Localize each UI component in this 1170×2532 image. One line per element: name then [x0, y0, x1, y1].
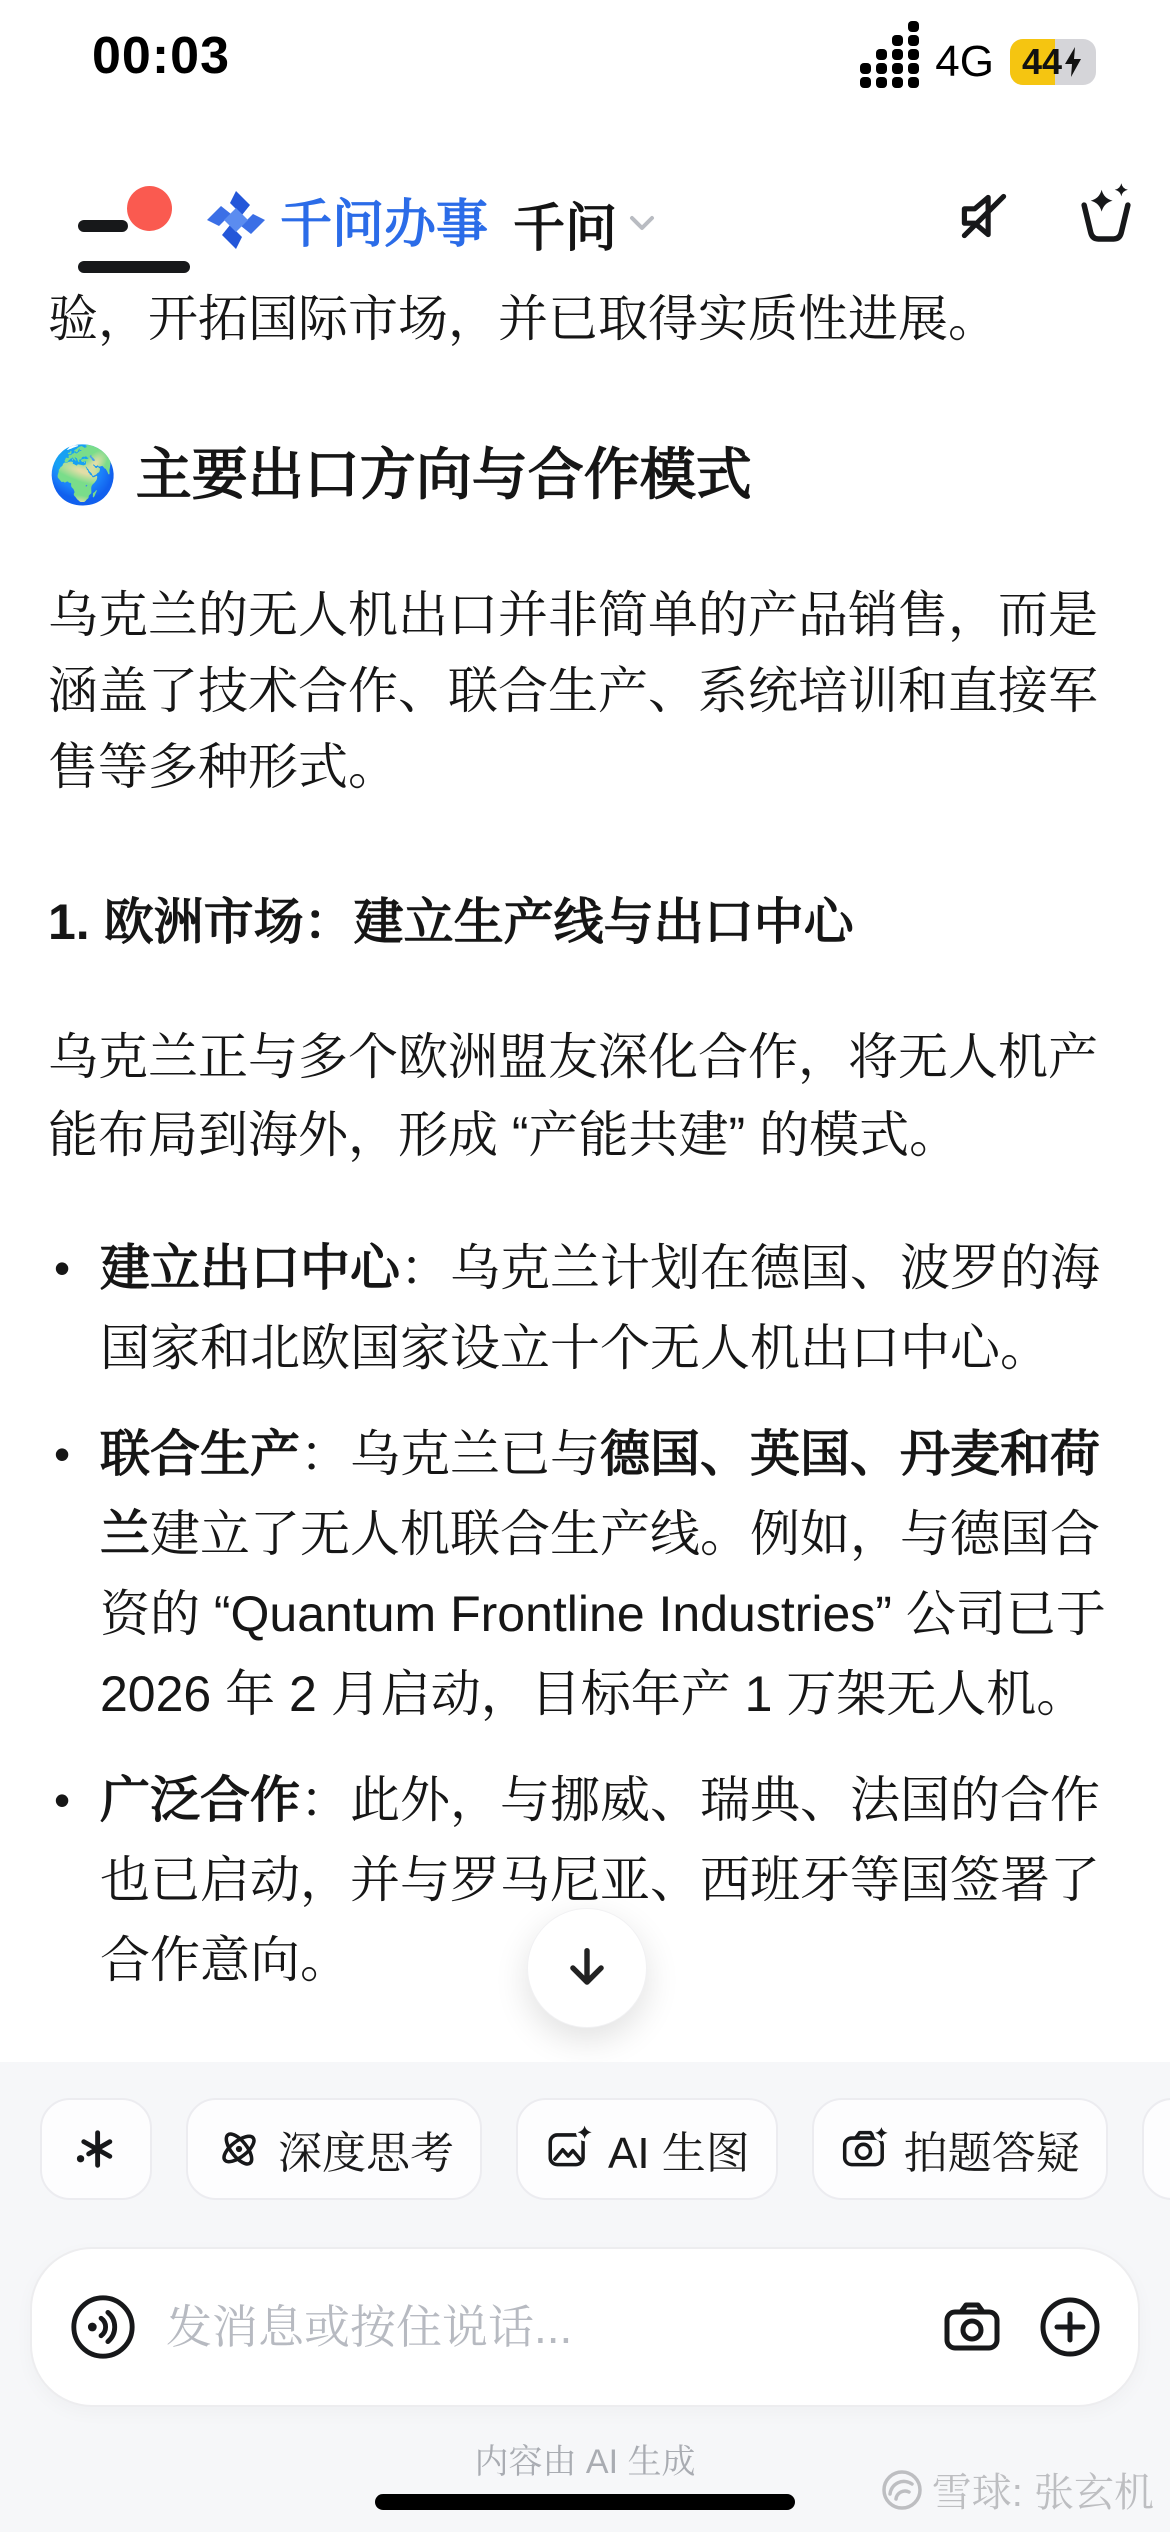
clock-text: 00:03: [92, 27, 230, 85]
new-chat-button[interactable]: [1068, 178, 1144, 254]
page-title: 千问: [512, 200, 617, 258]
ai-image-label: AI 生图: [608, 2129, 750, 2178]
photo-question-button[interactable]: [812, 2098, 1108, 2200]
deep-think-button[interactable]: [186, 2098, 482, 2200]
mute-button[interactable]: [946, 178, 1022, 254]
list-item-text: 广泛合作：此外，与挪威、瑞典、法国的合作也已启动，并与罗马尼亚、西班牙等国签署了合作意向。: [100, 1772, 1100, 1988]
list-item: [48, 1228, 1120, 1388]
assistant-shortcut-button[interactable]: [40, 2098, 152, 2200]
message-input[interactable]: [164, 2299, 940, 2355]
arrow-down-icon: [561, 1942, 613, 1994]
bullet-marker: •: [54, 1428, 71, 1480]
watermark: [880, 2461, 1154, 2518]
list-item-text: 建立出口中心：乌克兰计划在德国、波罗的海国家和北欧国家设立十个无人机出口中心。: [100, 1240, 1100, 1376]
camera-icon[interactable]: [940, 2295, 1004, 2359]
app-badge-label: 千问办事: [280, 196, 489, 254]
message-input-bar: [30, 2247, 1140, 2407]
home-indicator[interactable]: [375, 2494, 795, 2510]
scroll-to-bottom-button[interactable]: [527, 1908, 647, 2028]
voice-input-icon[interactable]: [68, 2292, 138, 2362]
subsection-heading: 1. 欧洲市场：建立生产线与出口中心: [48, 894, 854, 950]
section-heading: [48, 440, 1120, 510]
deep-think-label: 深度思考: [278, 2129, 454, 2178]
app-header: [0, 160, 1170, 280]
video-generate-button[interactable]: [1142, 2098, 1170, 2200]
photo-question-label: 拍题答疑: [903, 2129, 1080, 2178]
ai-disclaimer: 内容由 AI 生成: [474, 2443, 696, 2481]
chat-message-content: [48, 287, 1120, 2026]
cellular-signal-icon: [860, 36, 919, 88]
battery-indicator: [1010, 39, 1096, 85]
bullet-marker: •: [54, 1774, 71, 1826]
speaker-off-icon: [951, 183, 1017, 249]
globe-emoji-icon: 🌍: [48, 443, 118, 506]
xueqiu-logo-icon: [880, 2468, 924, 2512]
plus-circle-icon[interactable]: [1038, 2295, 1102, 2359]
section-heading-text: 主要出口方向与合作模式: [135, 443, 752, 506]
bullet-list: [48, 1228, 1120, 2000]
status-indicators: [860, 36, 1096, 88]
chevron-down-icon: [627, 213, 657, 235]
paragraph-tail: 验，开拓国际市场，并已取得实质性进展。: [48, 291, 998, 347]
paragraph: 乌克兰的无人机出口并非简单的产品销售，而是涵盖了技术合作、联合生产、系统培训和直接军售等多种形式。: [48, 587, 1098, 795]
list-item: [48, 1414, 1120, 1734]
battery-percent-text: 44: [1021, 41, 1063, 82]
charging-bolt-icon: [1062, 46, 1084, 78]
watermark-text: 雪球: 张玄机: [931, 2471, 1154, 2515]
image-sparkle-icon: [544, 2124, 594, 2174]
assistant-asterisk-icon: [70, 2123, 122, 2175]
ai-image-button[interactable]: [516, 2098, 778, 2200]
sparkle-tray-icon: [1071, 181, 1141, 251]
list-item-text: 联合生产：乌克兰已与德国、英国、丹麦和荷兰建立了无人机联合生产线。例如，与德国合资的 “Quantum Frontline Industries” 公司已于 2026 年 2 月启动，目标年产 1 万架无人机。: [100, 1426, 1106, 1722]
status-bar: [0, 0, 1170, 110]
network-type-label: 4G: [935, 37, 994, 86]
camera-sparkle-icon: [840, 2124, 890, 2174]
atom-icon: [214, 2124, 264, 2174]
quick-actions-toolbar: [40, 2098, 1170, 2200]
bullet-marker: •: [54, 1242, 71, 1294]
paragraph: 乌克兰正与多个欧洲盟友深化合作，将无人机产能布局到海外，形成 “产能共建” 的模式。: [48, 1029, 1098, 1163]
